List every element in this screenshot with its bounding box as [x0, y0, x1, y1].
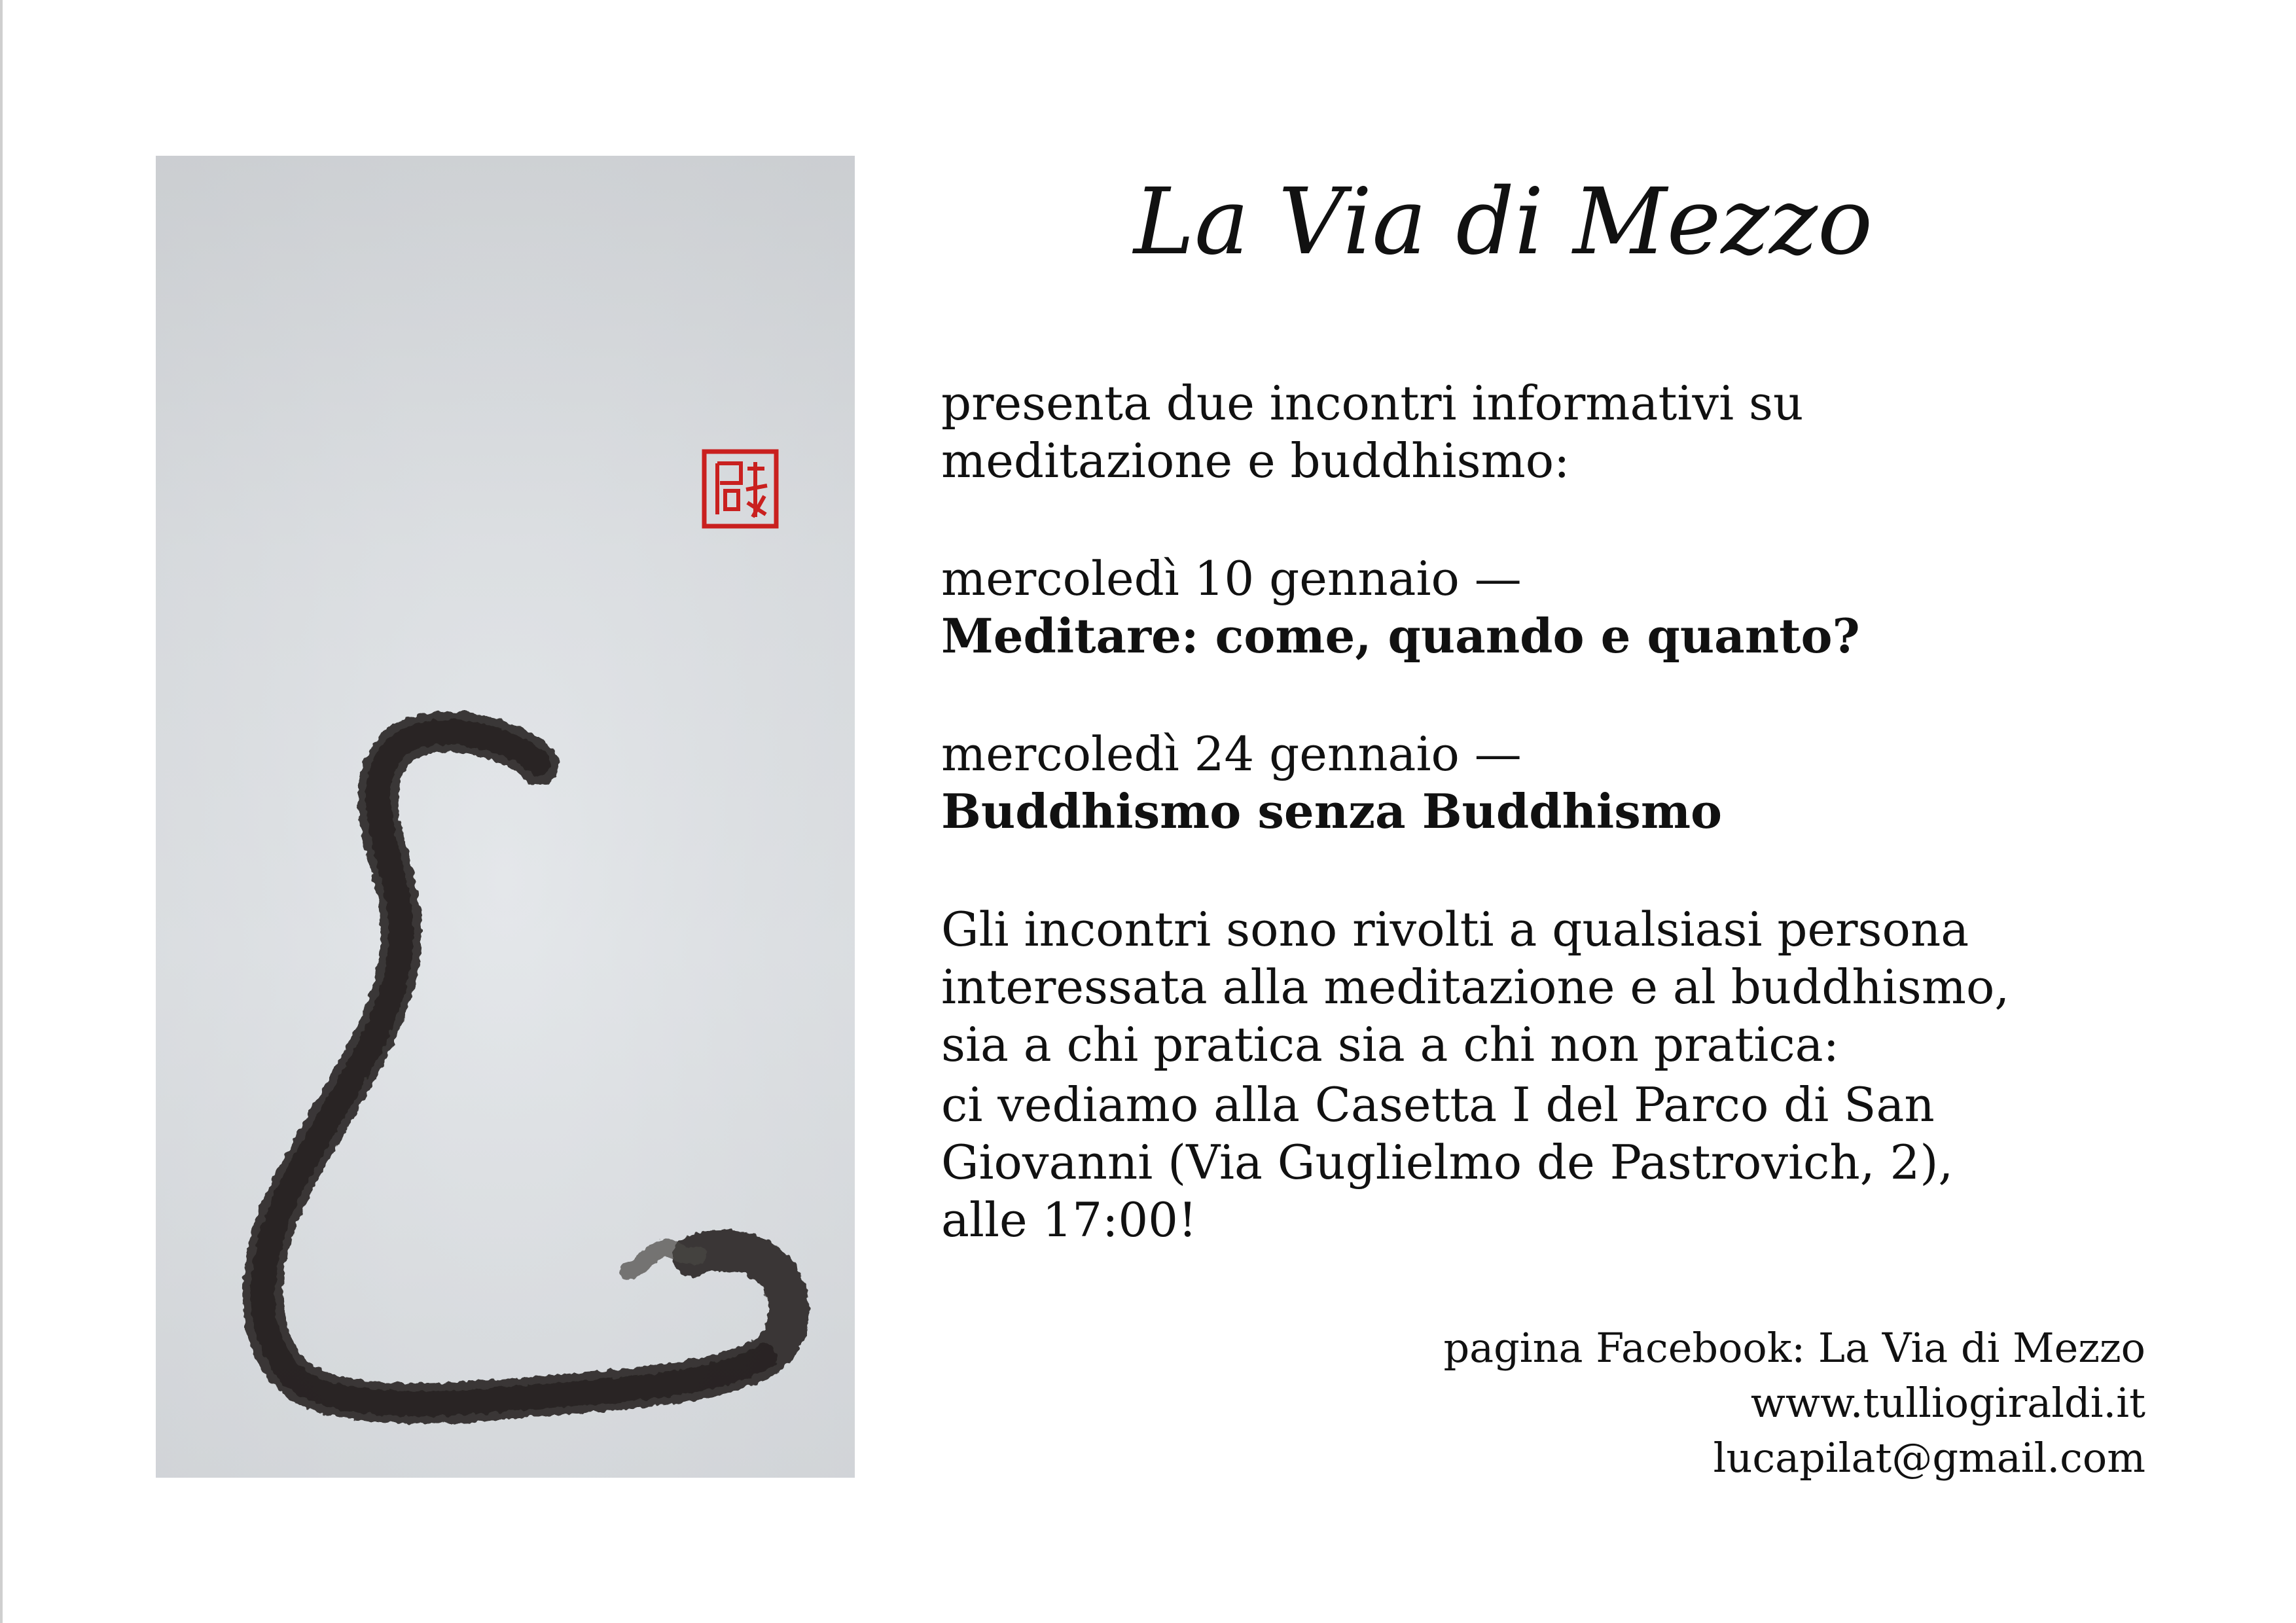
meeting-line: ci vediamo alla Casetta I del Parco di San	[941, 1077, 1935, 1132]
email-text: lucapilat@gmail.com	[1713, 1434, 2145, 1482]
event-item	[941, 725, 2145, 840]
contact-info	[1360, 1321, 2145, 1486]
description-line: interessata alla meditazione e al buddhismo,	[941, 959, 2010, 1014]
page-title: La Via di Mezzo	[1134, 169, 1873, 276]
facebook-page-text: pagina Facebook: La Via di Mezzo	[1443, 1324, 2145, 1372]
meeting-paragraph	[941, 1076, 2145, 1249]
description-paragraph	[941, 901, 2145, 1073]
calligraphy-artwork	[156, 156, 855, 1478]
meeting-line: Giovanni (Via Guglielmo de Pastrovich, 2),	[941, 1135, 1954, 1190]
event-date: mercoledì 10 gennaio —	[941, 551, 1522, 606]
website-text: www.tulliogiraldi.it	[1750, 1379, 2145, 1427]
page-edge	[0, 0, 3, 1623]
meeting-line: alle 17:00!	[941, 1192, 1197, 1247]
event-topic: Meditare: come, quando e quanto?	[941, 608, 1860, 664]
calligraphy-svg	[156, 156, 855, 1478]
event-topic: Buddhismo senza Buddhismo	[941, 783, 1723, 839]
event-date: mercoledì 24 gennaio —	[941, 726, 1522, 781]
intro-line: meditazione e buddhismo:	[941, 433, 1570, 488]
intro-line: presenta due incontri informativi su	[941, 376, 1804, 431]
event-item	[941, 550, 2145, 665]
intro-paragraph	[941, 374, 2145, 490]
description-line: Gli incontri sono rivolti a qualsiasi persona	[941, 902, 1969, 957]
description-line: sia a chi pratica sia a chi non pratica:	[941, 1017, 1839, 1072]
